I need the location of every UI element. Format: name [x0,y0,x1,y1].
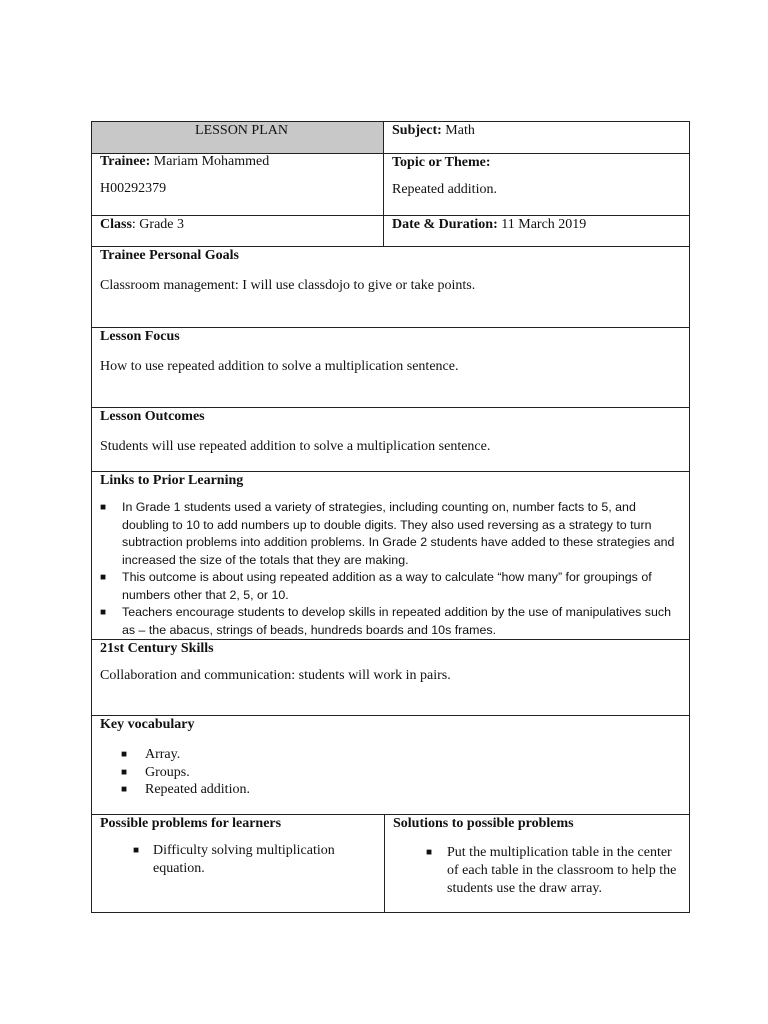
vocab-label: Key vocabulary [100,717,195,732]
trainee-name: Mariam Mohammed [153,154,270,169]
list-item: ■ Repeated addition. [121,782,250,797]
class-cell [92,216,384,247]
bullet-icon: ■ [426,847,433,858]
subject-value: Math [445,123,475,138]
goals-cell [92,247,690,328]
outcomes-label: Lesson Outcomes [100,409,205,424]
skills-cell [92,640,690,716]
date-value: 11 March 2019 [501,217,587,232]
lesson-plan-page [91,121,689,913]
outcomes-value: Students will use repeated addition to solve a multiplication sentence. [100,439,491,454]
outcomes-cell [92,408,690,472]
bullet-icon: ■ [100,607,107,618]
solutions-label: Solutions to possible problems [393,816,574,831]
bullet-icon: ■ [100,502,107,513]
focus-label: Lesson Focus [100,329,180,344]
lesson-plan-header-cell [92,122,384,154]
bullet-icon: ■ [100,572,107,583]
date-label: Date & Duration: [392,217,498,232]
goals-value: Classroom management: I will use classdojo to give or take points. [100,278,476,293]
list-item: ■ Teachers encourage students to develop skills in repeated addition by the use of manipulatives such as – the abacus, strings of beads, hundreds boards and 10s frames. [100,605,671,637]
topic-value: Repeated addition. [392,182,497,197]
bullet-icon: ■ [121,766,128,778]
list-item: ■ In Grade 1 students used a variety of strategies, including counting on, number facts to 5, and doubling to 10 to add numbers up to double digits. They also used reversing as a strategy to turn subtraction problems into addition problems. In Grade 2 students have added to these strategies and increased the size of the totals that they are making. [100,500,675,567]
vocab-cell [92,716,690,815]
prior-learning-cell [92,472,690,640]
list-item: ■ Put the multiplication table in the center of each table in the classroom to help the students use the draw array. [426,845,677,896]
focus-value: How to use repeated addition to solve a multiplication sentence. [100,359,459,374]
topic-label: Topic or Theme: [392,155,491,170]
class-value: : Grade 3 [131,217,184,232]
bullet-icon: ■ [121,749,128,760]
list-item: ■ Array. [121,747,181,762]
list-item: ■ This outcome is about using repeated addition as a way to calculate “how many” for groupings of numbers other that 2, 5, or 10. [100,570,652,602]
focus-cell [92,328,690,408]
subject-cell [384,122,690,154]
solutions-cell [385,815,690,913]
list-item: ■ Difficulty solving multiplication equation. [133,843,335,876]
problems-label: Possible problems for learners [100,816,282,831]
lesson-plan-title: LESSON PLAN [195,123,288,138]
trainee-id: H00292379 [100,181,167,196]
date-cell [384,216,690,247]
trainee-label: Trainee: [100,154,151,169]
class-label: Class [100,217,132,232]
lesson-plan-table [91,121,690,815]
subject-label: Subject: [392,123,442,138]
bullet-icon: ■ [121,784,128,795]
topic-cell [384,154,690,216]
problems-cell [92,815,385,913]
list-item: ■ Groups. [121,764,190,780]
skills-value: Collaboration and communication: students will work in pairs. [100,668,451,683]
bullet-icon: ■ [133,845,140,856]
prior-learning-label: Links to Prior Learning [100,473,244,488]
trainee-cell [92,154,384,216]
skills-label: 21st Century Skills [100,641,214,656]
problems-solutions-table [91,814,690,913]
goals-label: Trainee Personal Goals [100,248,239,263]
